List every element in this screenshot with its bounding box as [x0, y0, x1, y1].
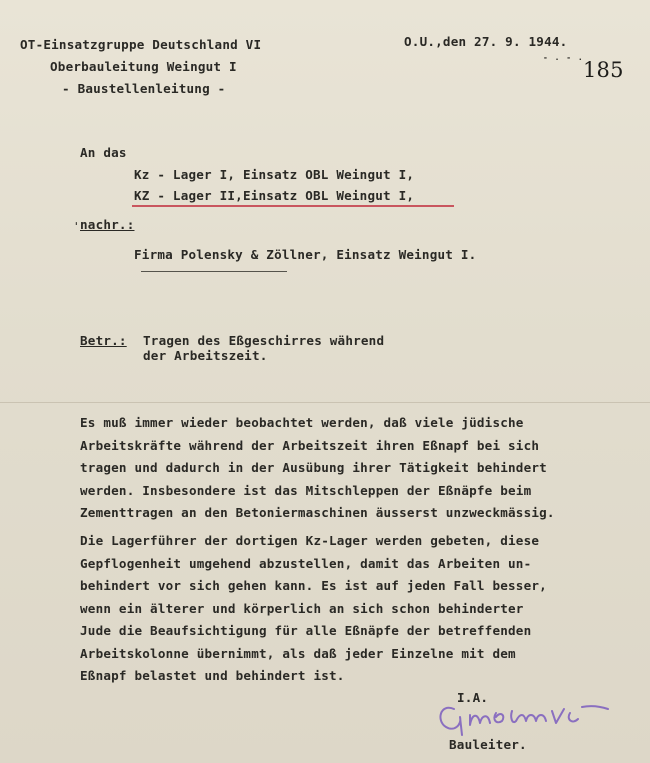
sender-line: OT-Einsatzgruppe Deutschland VI	[20, 37, 262, 52]
body-line: tragen und dadurch in der Ausübung ihrer Tätigkeit behindert	[80, 460, 547, 475]
copy-to-label: nachr.:	[80, 217, 135, 232]
sender-block	[20, 34, 261, 100]
subject-label: Betr.:	[80, 333, 127, 348]
body-line: werden. Insbesondere ist das Mitschleppen der Eßnäpfe beim	[80, 482, 532, 498]
recipient-label: An das	[80, 145, 127, 160]
body-line: Zementtragen an den Betoniermaschinen äusserst unzweckmässig.	[80, 505, 555, 520]
signatory-title: Bauleiter.	[449, 737, 527, 752]
copy-to-firm: Firma Polensky & Zöllner, Einsatz Weingut I.	[134, 247, 477, 262]
recipient-address: KZ - Lager II,Einsatz OBL Weingut I,	[134, 188, 415, 203]
subject-line: der Arbeitszeit.	[143, 348, 268, 363]
date-line: O.U.,den 27. 9. 1944.	[404, 34, 568, 49]
sender-line: Oberbauleitung Weingut I	[50, 59, 237, 74]
margin-tick-mark: ˌ	[73, 214, 80, 227]
paper-fold-line	[0, 402, 650, 403]
handwritten-signature	[432, 695, 612, 740]
sender-line: - Baustellenleitung -	[62, 81, 226, 96]
body-line: Die Lagerführer der dortigen Kz-Lager werden gebeten, diese	[80, 533, 540, 548]
stray-marks: - . - .	[543, 53, 584, 62]
body-line: wenn ein älterer und körperlich an sich schon behinderter	[80, 600, 524, 616]
body-line: behindert vor sich gehen kann. Es ist auf jeden Fall besser,	[80, 578, 547, 593]
subject-line: Tragen des Eßgeschirres während	[143, 333, 385, 348]
body-paragraph-1	[80, 412, 555, 525]
ia-abbreviation: I.A.	[457, 690, 489, 705]
body-line: Jude die Beaufsichtigung für alle Eßnäpfe der betreffenden	[80, 623, 532, 638]
body-paragraph-2	[80, 530, 547, 688]
body-line: Arbeitskolonne übernimmt, als daß jeder Einzelne mit dem	[80, 645, 516, 661]
subject-text	[143, 333, 384, 363]
body-line: Arbeitskräfte während der Arbeitszeit ihren Eßnapf bei sich	[80, 437, 540, 453]
firm-underline	[141, 271, 287, 272]
recipient-address: Kz - Lager I, Einsatz OBL Weingut I,	[134, 167, 415, 182]
body-line: Eßnapf belastet und behindert ist.	[80, 668, 345, 683]
page-number: 185	[583, 58, 624, 82]
body-line: Gepflogenheit umgehend abzustellen, damit das Arbeiten un-	[80, 555, 532, 571]
red-underline	[132, 205, 454, 207]
body-line: Es muß immer wieder beobachtet werden, daß viele jüdische	[80, 415, 524, 430]
